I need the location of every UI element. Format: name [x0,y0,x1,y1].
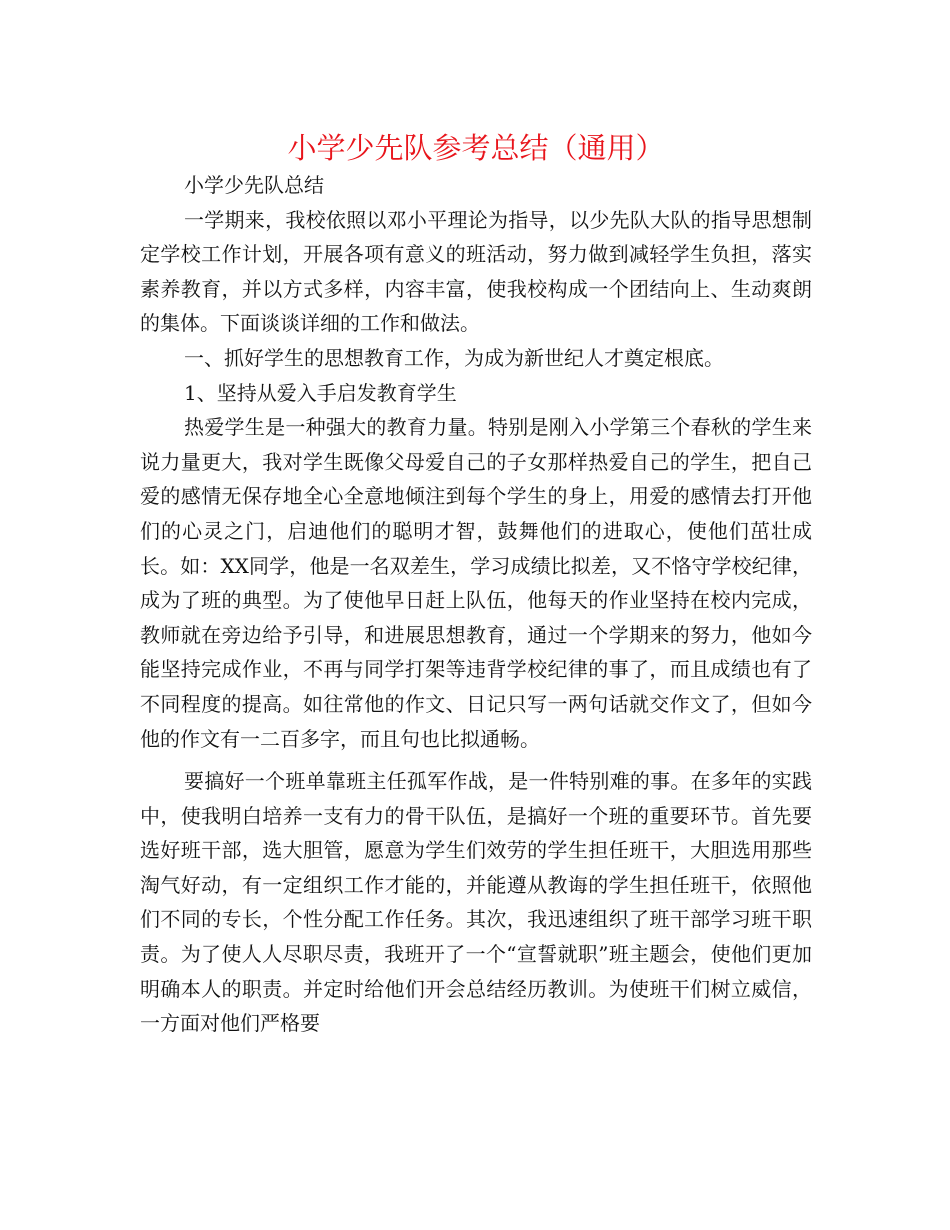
document-body [140,128,812,1041]
paragraph-intro: 一学期来，我校依照以邓小平理论为指导，以少先队大队的指导思想制定学校工作计划，开展各项有意义的班活动，努力做到减轻学生负担，落实素养教育，并以方式多样，内容丰富，使我校构成一个团结向上、生动爽朗的集体。下面谈谈详细的工作和做法。 [140,207,812,336]
paragraph-subtitle: 小学少先队总结 [184,173,324,197]
subsection-heading-1: 1、坚持从爱入手启发教育学生 [184,380,457,405]
paragraph-class-cadres: 要搞好一个班单靠班主任孤军作战，是一件特别难的事。在多年的实践中，使我明白培养一支有力的骨干队伍，是搞好一个班的重要环节。首先要选好班干部，选大胆管，愿意为学生们效劳的学生担任班干，大胆选用那些淘气好动，有一定组织工作才能的，并能遵从教诲的学生担任班干，依照他们不同的专长，个性分配工作任务。其次，我迅速组织了班干部学习班干职责。为了使人人尽职尽责，我班开了一个“宣誓就职”班主题会，使他们更加明确本人的职责。并定时给他们开会总结经历教训。为使班干们树立威信，一方面对他们严格要 [140,769,812,1036]
section-heading-1: 一、抓好学生的思想教育工作，为成为新世纪人才奠定根底。 [184,345,724,370]
document-title: 小学少先队参考总结（通用） [287,131,665,165]
paragraph-love-education: 热爱学生是一种强大的教育力量。特别是刚入小学第三个春秋的学生来说力量更大，我对学生既像父母爱自己的子女那样热爱自己的学生，把自己爱的感情无保存地全心全意地倾注到每个学生的身上，用爱的感情去打开他们的心灵之门，启迪他们的聪明才智，鼓舞他们的进取心，使他们茁壮成长。如：XX同学，他是一名双差生，学习成绩比拟差，又不恪守学校纪律，成为了班的典型。为了使他早日赶上队伍，他每天的作业坚持在校内完成，教师就在旁边给予引导，和进展思想教育，通过一个学期来的努力，他如今能坚持完成作业，不再与同学打架等违背学校纪律的事了，而且成绩也有了不同程度的提高。如往常他的作文、日记只写一两句话就交作文了，但如今他的作文有一二百多字，而且句也比拟通畅。 [140,415,812,751]
